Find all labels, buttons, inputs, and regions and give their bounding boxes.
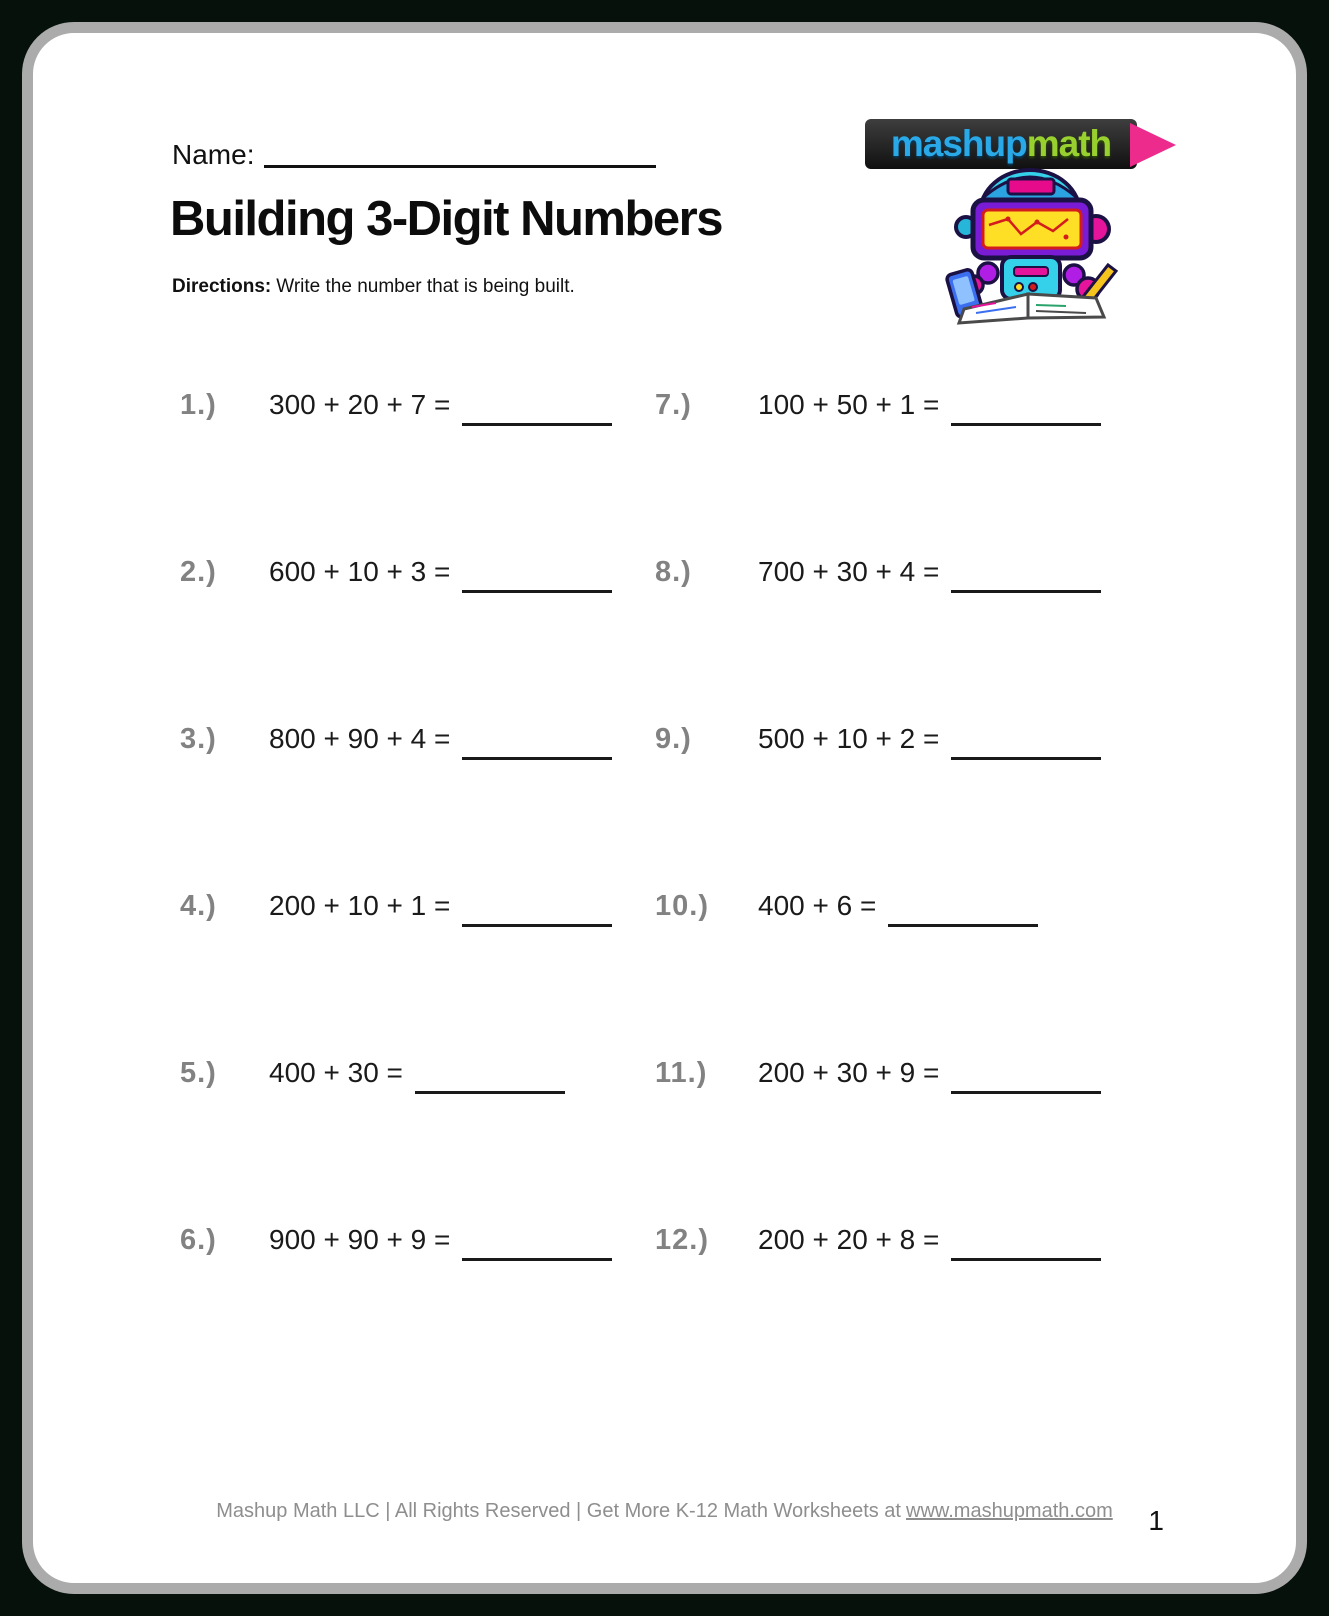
answer-blank <box>951 1224 1101 1261</box>
problem-expression: 700 + 30 + 4 = <box>758 556 940 587</box>
problem-row-7 <box>655 389 1101 556</box>
problem-number: 4.) <box>180 890 217 922</box>
problem-row-5 <box>180 1057 612 1224</box>
play-triangle-icon <box>1130 123 1176 167</box>
problems-column-left <box>180 389 612 1391</box>
directions-label: Directions: <box>172 276 272 297</box>
answer-blank <box>462 556 612 593</box>
problem-expression: 200 + 10 + 1 = <box>269 890 451 921</box>
problem-row-1 <box>180 389 612 556</box>
worksheet-page <box>22 22 1307 1594</box>
answer-blank <box>951 556 1101 593</box>
answer-blank <box>462 890 612 927</box>
problem-expression: 200 + 20 + 8 = <box>758 1224 940 1255</box>
answer-blank <box>888 890 1038 927</box>
problem-row-8 <box>655 556 1101 723</box>
problem-row-2 <box>180 556 612 723</box>
problem-expression: 900 + 90 + 9 = <box>269 1224 451 1255</box>
problem-row-6 <box>180 1224 612 1391</box>
problem-number: 6.) <box>180 1224 217 1256</box>
problem-number: 7.) <box>655 389 692 421</box>
problem-number: 11.) <box>655 1057 708 1089</box>
problem-row-10 <box>655 890 1101 1057</box>
problem-number: 1.) <box>180 389 217 421</box>
problem-row-11 <box>655 1057 1101 1224</box>
answer-blank <box>415 1057 565 1094</box>
problem-expression: 100 + 50 + 1 = <box>758 389 940 420</box>
worksheet-title: Building 3-Digit Numbers <box>170 192 722 246</box>
answer-blank <box>462 723 612 760</box>
mashupmath-logo <box>865 119 1137 169</box>
directions-text: Write the number that is being built. <box>276 276 575 297</box>
name-blank-line <box>264 164 656 168</box>
answer-blank <box>462 1224 612 1261</box>
footer-text: Mashup Math LLC | All Rights Reserved | Get More K-12 Math Worksheets at <box>216 1500 901 1522</box>
logo-text-mashup: mashup <box>890 123 1027 164</box>
problem-number: 2.) <box>180 556 217 588</box>
problem-row-4 <box>180 890 612 1057</box>
answer-blank <box>951 723 1101 760</box>
problem-number: 9.) <box>655 723 692 755</box>
problem-expression: 400 + 6 = <box>758 890 877 921</box>
problem-expression: 300 + 20 + 7 = <box>269 389 451 420</box>
problem-expression: 600 + 10 + 3 = <box>269 556 451 587</box>
problem-expression: 800 + 90 + 4 = <box>269 723 451 754</box>
name-label: Name: <box>172 139 255 170</box>
problem-number: 3.) <box>180 723 217 755</box>
robot-mascot-illustration <box>926 167 1134 327</box>
problem-number: 12.) <box>655 1224 709 1256</box>
problem-expression: 500 + 10 + 2 = <box>758 723 940 754</box>
problem-expression: 200 + 30 + 9 = <box>758 1057 940 1088</box>
problem-number: 10.) <box>655 890 709 922</box>
problem-row-12 <box>655 1224 1101 1391</box>
name-row <box>172 139 656 171</box>
answer-blank <box>951 1057 1101 1094</box>
answer-blank <box>951 389 1101 426</box>
footer-link[interactable]: www.mashupmath.com <box>906 1500 1113 1522</box>
answer-blank <box>462 389 612 426</box>
directions <box>172 276 575 298</box>
problem-number: 5.) <box>180 1057 217 1089</box>
problems-column-right <box>655 389 1101 1391</box>
problem-expression: 400 + 30 = <box>269 1057 403 1088</box>
problem-number: 8.) <box>655 556 692 588</box>
page-number: 1 <box>1148 1505 1164 1536</box>
logo-text-math: math <box>1026 123 1112 164</box>
footer <box>33 1500 1296 1523</box>
problem-row-9 <box>655 723 1101 890</box>
problem-row-3 <box>180 723 612 890</box>
